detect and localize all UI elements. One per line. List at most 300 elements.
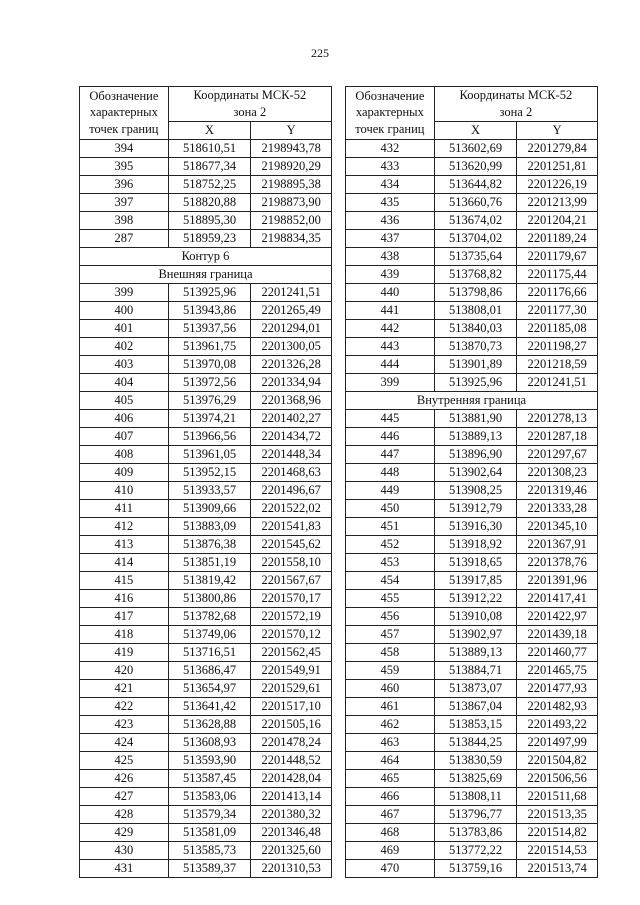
point-number-cell: 451 (346, 517, 435, 535)
point-number-cell: 434 (346, 175, 435, 193)
point-number-cell: 459 (346, 661, 435, 679)
x-coordinate-cell: 513974,21 (168, 409, 251, 427)
table-row (346, 409, 598, 427)
x-coordinate-cell: 513933,57 (168, 481, 251, 499)
y-coordinate-cell: 2201241,51 (517, 373, 598, 391)
y-coordinate-cell: 2201439,18 (517, 625, 598, 643)
x-coordinate-cell: 513902,64 (434, 463, 517, 481)
x-coordinate-cell: 513620,99 (434, 157, 517, 175)
x-coordinate-cell: 513749,06 (168, 625, 251, 643)
table-row (346, 571, 598, 589)
point-number-cell: 449 (346, 481, 435, 499)
table-row (346, 193, 598, 211)
y-coordinate-cell: 2201177,30 (517, 301, 598, 319)
x-column-header: X (168, 121, 251, 139)
table-row (346, 283, 598, 301)
table-row (346, 175, 598, 193)
designation-header-line-1: Обозначение (355, 88, 425, 103)
point-number-cell: 400 (80, 301, 169, 319)
y-coordinate-cell: 2201529,61 (251, 679, 332, 697)
y-coordinate-cell: 2201368,96 (251, 391, 332, 409)
table-body (80, 139, 332, 877)
x-coordinate-cell: 513912,79 (434, 499, 517, 517)
coordinates-header (434, 87, 597, 122)
point-number-cell: 394 (80, 139, 169, 157)
table-row (80, 697, 332, 715)
y-coordinate-cell: 2201570,17 (251, 589, 332, 607)
point-number-cell: 425 (80, 751, 169, 769)
y-coordinate-cell: 2201380,32 (251, 805, 332, 823)
table-row (80, 733, 332, 751)
coordinates-header (168, 87, 331, 122)
table-row (346, 553, 598, 571)
y-coordinate-cell: 2201517,10 (251, 697, 332, 715)
x-coordinate-cell: 513782,68 (168, 607, 251, 625)
y-column-header: Y (251, 121, 332, 139)
x-coordinate-cell: 513654,97 (168, 679, 251, 697)
point-number-cell: 436 (346, 211, 435, 229)
point-number-cell: 442 (346, 319, 435, 337)
y-coordinate-cell: 2201428,04 (251, 769, 332, 787)
x-coordinate-cell: 513881,90 (434, 409, 517, 427)
table-row (80, 373, 332, 391)
y-coordinate-cell: 2201514,82 (517, 823, 598, 841)
section-title: Внешняя граница (80, 265, 332, 283)
x-coordinate-cell: 513966,56 (168, 427, 251, 445)
x-coordinate-cell: 513916,30 (434, 517, 517, 535)
y-coordinate-cell: 2201478,24 (251, 733, 332, 751)
y-coordinate-cell: 2201325,60 (251, 841, 332, 859)
point-number-cell: 419 (80, 643, 169, 661)
x-coordinate-cell: 513908,25 (434, 481, 517, 499)
table-row (346, 697, 598, 715)
point-number-cell: 437 (346, 229, 435, 247)
point-number-cell: 448 (346, 463, 435, 481)
table-row (346, 535, 598, 553)
y-coordinate-cell: 2201367,91 (517, 535, 598, 553)
y-coordinate-cell: 2201514,53 (517, 841, 598, 859)
x-coordinate-cell: 513961,05 (168, 445, 251, 463)
table-row (80, 823, 332, 841)
y-coordinate-cell: 2201506,56 (517, 769, 598, 787)
table-row (346, 337, 598, 355)
y-coordinate-cell: 2201346,48 (251, 823, 332, 841)
x-coordinate-cell: 513961,75 (168, 337, 251, 355)
table-row (346, 625, 598, 643)
x-coordinate-cell: 513819,42 (168, 571, 251, 589)
y-coordinate-cell: 2201434,72 (251, 427, 332, 445)
table-row (346, 373, 598, 391)
point-number-cell: 461 (346, 697, 435, 715)
x-coordinate-cell: 513976,29 (168, 391, 251, 409)
point-number-cell: 429 (80, 823, 169, 841)
x-coordinate-cell: 513970,08 (168, 355, 251, 373)
table-row (346, 427, 598, 445)
x-coordinate-cell: 513830,59 (434, 751, 517, 769)
table-row (80, 319, 332, 337)
table-row (80, 679, 332, 697)
point-number-cell: 453 (346, 553, 435, 571)
y-coordinate-cell: 2201294,01 (251, 319, 332, 337)
point-number-cell: 454 (346, 571, 435, 589)
y-coordinate-cell: 2198895,38 (251, 175, 332, 193)
y-coordinate-cell: 2201477,93 (517, 679, 598, 697)
table-row (80, 355, 332, 373)
y-coordinate-cell: 2201198,27 (517, 337, 598, 355)
x-coordinate-cell: 513884,71 (434, 661, 517, 679)
table-row (80, 139, 332, 157)
point-number-cell: 399 (346, 373, 435, 391)
x-coordinate-cell: 513943,86 (168, 301, 251, 319)
table-row (80, 589, 332, 607)
coordinates-header-line-2: зона 2 (499, 104, 533, 119)
y-coordinate-cell: 2201326,28 (251, 355, 332, 373)
point-number-cell: 462 (346, 715, 435, 733)
y-coordinate-cell: 2201541,83 (251, 517, 332, 535)
y-column-header: Y (517, 121, 598, 139)
point-number-cell: 417 (80, 607, 169, 625)
table-row (346, 355, 598, 373)
x-coordinate-cell: 513808,01 (434, 301, 517, 319)
point-number-cell: 457 (346, 625, 435, 643)
table-row (346, 445, 598, 463)
y-coordinate-cell: 2201549,91 (251, 661, 332, 679)
table-row (80, 391, 332, 409)
point-number-cell: 410 (80, 481, 169, 499)
x-coordinate-cell: 513883,09 (168, 517, 251, 535)
table-row (346, 481, 598, 499)
table-row (80, 517, 332, 535)
point-number-cell: 446 (346, 427, 435, 445)
x-coordinate-cell: 513686,47 (168, 661, 251, 679)
table-row (80, 427, 332, 445)
y-coordinate-cell: 2201213,99 (517, 193, 598, 211)
table-row (346, 247, 598, 265)
y-coordinate-cell: 2198943,78 (251, 139, 332, 157)
x-coordinate-cell: 518895,30 (168, 211, 251, 229)
table-row (346, 769, 598, 787)
table-row (346, 319, 598, 337)
x-coordinate-cell: 513589,37 (168, 859, 251, 877)
x-coordinate-cell: 518610,51 (168, 139, 251, 157)
designation-header-line-2: характерных (89, 105, 158, 120)
y-coordinate-cell: 2201513,35 (517, 805, 598, 823)
y-coordinate-cell: 2201417,41 (517, 589, 598, 607)
table-row (346, 157, 598, 175)
x-coordinate-cell: 513840,03 (434, 319, 517, 337)
x-coordinate-cell: 513796,77 (434, 805, 517, 823)
y-coordinate-cell: 2201287,18 (517, 427, 598, 445)
table-row (80, 751, 332, 769)
point-number-cell: 395 (80, 157, 169, 175)
x-coordinate-cell: 513873,07 (434, 679, 517, 697)
table-row (346, 265, 598, 283)
point-number-cell: 428 (80, 805, 169, 823)
x-coordinate-cell: 513844,25 (434, 733, 517, 751)
x-coordinate-cell: 513716,51 (168, 643, 251, 661)
y-coordinate-cell: 2201279,84 (517, 139, 598, 157)
point-number-cell: 402 (80, 337, 169, 355)
y-coordinate-cell: 2201333,28 (517, 499, 598, 517)
x-coordinate-cell: 513579,34 (168, 805, 251, 823)
point-number-cell: 411 (80, 499, 169, 517)
table-row (346, 679, 598, 697)
point-number-cell: 435 (346, 193, 435, 211)
table-row (346, 787, 598, 805)
x-coordinate-cell: 513800,86 (168, 589, 251, 607)
y-coordinate-cell: 2201545,62 (251, 535, 332, 553)
y-coordinate-cell: 2201562,45 (251, 643, 332, 661)
x-coordinate-cell: 513889,13 (434, 643, 517, 661)
section-title: Контур 6 (80, 247, 332, 265)
point-number-cell: 398 (80, 211, 169, 229)
table-row (80, 301, 332, 319)
x-coordinate-cell: 513783,86 (434, 823, 517, 841)
table-row (346, 607, 598, 625)
point-number-cell: 456 (346, 607, 435, 625)
point-number-cell: 414 (80, 553, 169, 571)
point-number-cell: 424 (80, 733, 169, 751)
point-number-cell: 455 (346, 589, 435, 607)
point-number-cell: 466 (346, 787, 435, 805)
point-number-cell: 416 (80, 589, 169, 607)
y-coordinate-cell: 2201497,99 (517, 733, 598, 751)
point-number-cell: 399 (80, 283, 169, 301)
point-number-cell: 413 (80, 535, 169, 553)
table-row (80, 463, 332, 481)
x-coordinate-cell: 513585,73 (168, 841, 251, 859)
designation-header-line-1: Обозначение (89, 88, 159, 103)
y-coordinate-cell: 2201460,77 (517, 643, 598, 661)
table-row (346, 211, 598, 229)
y-coordinate-cell: 2201300,05 (251, 337, 332, 355)
designation-header (80, 87, 169, 140)
point-number-cell: 412 (80, 517, 169, 535)
x-coordinate-cell: 513674,02 (434, 211, 517, 229)
y-coordinate-cell: 2201175,44 (517, 265, 598, 283)
x-coordinate-cell: 518820,88 (168, 193, 251, 211)
table-row (346, 589, 598, 607)
y-coordinate-cell: 2201226,19 (517, 175, 598, 193)
point-number-cell: 470 (346, 859, 435, 877)
x-coordinate-cell: 513870,73 (434, 337, 517, 355)
point-number-cell: 452 (346, 535, 435, 553)
x-coordinate-cell: 513825,69 (434, 769, 517, 787)
point-number-cell: 438 (346, 247, 435, 265)
table-row (346, 463, 598, 481)
point-number-cell: 444 (346, 355, 435, 373)
table-row (346, 499, 598, 517)
x-coordinate-cell: 513917,85 (434, 571, 517, 589)
y-coordinate-cell: 2201241,51 (251, 283, 332, 301)
table-row (80, 535, 332, 553)
point-number-cell: 408 (80, 445, 169, 463)
y-coordinate-cell: 2201558,10 (251, 553, 332, 571)
table-row (80, 607, 332, 625)
table-body (346, 139, 598, 877)
y-coordinate-cell: 2201505,16 (251, 715, 332, 733)
point-number-cell: 469 (346, 841, 435, 859)
x-coordinate-cell: 513704,02 (434, 229, 517, 247)
x-coordinate-cell: 513602,69 (434, 139, 517, 157)
section-title: Внутренняя граница (346, 391, 598, 409)
table-row (346, 751, 598, 769)
x-coordinate-cell: 513952,15 (168, 463, 251, 481)
point-number-cell: 464 (346, 751, 435, 769)
point-number-cell: 426 (80, 769, 169, 787)
point-number-cell: 468 (346, 823, 435, 841)
coordinates-table-left (79, 86, 332, 878)
y-coordinate-cell: 2198852,00 (251, 211, 332, 229)
point-number-cell: 427 (80, 787, 169, 805)
x-coordinate-cell: 513587,45 (168, 769, 251, 787)
point-number-cell: 403 (80, 355, 169, 373)
x-coordinate-cell: 513918,65 (434, 553, 517, 571)
y-coordinate-cell: 2201422,97 (517, 607, 598, 625)
table-row (346, 661, 598, 679)
x-coordinate-cell: 513918,92 (434, 535, 517, 553)
y-coordinate-cell: 2201572,19 (251, 607, 332, 625)
table-row (80, 553, 332, 571)
coordinates-header-line-2: зона 2 (233, 104, 267, 119)
x-coordinate-cell: 513909,66 (168, 499, 251, 517)
x-coordinate-cell: 513808,11 (434, 787, 517, 805)
y-coordinate-cell: 2201570,12 (251, 625, 332, 643)
point-number-cell: 407 (80, 427, 169, 445)
y-coordinate-cell: 2201334,94 (251, 373, 332, 391)
y-coordinate-cell: 2201218,59 (517, 355, 598, 373)
x-coordinate-cell: 513867,04 (434, 697, 517, 715)
table-row (346, 859, 598, 877)
table-row (80, 787, 332, 805)
table-row (346, 733, 598, 751)
y-coordinate-cell: 2201189,24 (517, 229, 598, 247)
x-coordinate-cell: 513972,56 (168, 373, 251, 391)
x-coordinate-cell: 518959,23 (168, 229, 251, 247)
table-row (80, 175, 332, 193)
table-row (80, 715, 332, 733)
table-row (80, 337, 332, 355)
x-coordinate-cell: 513910,08 (434, 607, 517, 625)
point-number-cell: 406 (80, 409, 169, 427)
x-coordinate-cell: 513902,97 (434, 625, 517, 643)
point-number-cell: 397 (80, 193, 169, 211)
x-coordinate-cell: 513735,64 (434, 247, 517, 265)
x-coordinate-cell: 513925,96 (168, 283, 251, 301)
x-coordinate-cell: 513853,15 (434, 715, 517, 733)
y-coordinate-cell: 2201204,21 (517, 211, 598, 229)
x-coordinate-cell: 513889,13 (434, 427, 517, 445)
table-row (80, 805, 332, 823)
table-row (80, 625, 332, 643)
y-coordinate-cell: 2201345,10 (517, 517, 598, 535)
x-coordinate-cell: 513896,90 (434, 445, 517, 463)
coordinates-table-right (345, 86, 598, 878)
designation-header-line-2: характерных (355, 105, 424, 120)
table-row (80, 769, 332, 787)
y-coordinate-cell: 2201448,52 (251, 751, 332, 769)
x-coordinate-cell: 513798,86 (434, 283, 517, 301)
table-row (80, 157, 332, 175)
table-header-row (80, 87, 332, 122)
x-coordinate-cell: 513876,38 (168, 535, 251, 553)
point-number-cell: 420 (80, 661, 169, 679)
point-number-cell: 287 (80, 229, 169, 247)
y-coordinate-cell: 2201465,75 (517, 661, 598, 679)
x-coordinate-cell: 513628,88 (168, 715, 251, 733)
y-coordinate-cell: 2198873,90 (251, 193, 332, 211)
y-coordinate-cell: 2201522,02 (251, 499, 332, 517)
table-row (80, 193, 332, 211)
y-coordinate-cell: 2201297,67 (517, 445, 598, 463)
y-coordinate-cell: 2201413,14 (251, 787, 332, 805)
designation-header (346, 87, 435, 140)
y-coordinate-cell: 2201513,74 (517, 859, 598, 877)
point-number-cell: 422 (80, 697, 169, 715)
x-coordinate-cell: 513772,22 (434, 841, 517, 859)
table-row (346, 229, 598, 247)
point-number-cell: 465 (346, 769, 435, 787)
x-column-header: X (434, 121, 517, 139)
x-coordinate-cell: 513912,22 (434, 589, 517, 607)
table-row (80, 229, 332, 247)
point-number-cell: 401 (80, 319, 169, 337)
x-coordinate-cell: 513641,42 (168, 697, 251, 715)
x-coordinate-cell: 513768,82 (434, 265, 517, 283)
point-number-cell: 439 (346, 265, 435, 283)
table-row (80, 643, 332, 661)
point-number-cell: 405 (80, 391, 169, 409)
table-row (80, 445, 332, 463)
table-row (346, 841, 598, 859)
x-coordinate-cell: 513583,06 (168, 787, 251, 805)
page-number: 225 (311, 46, 329, 60)
y-coordinate-cell: 2201378,76 (517, 553, 598, 571)
x-coordinate-cell: 513901,89 (434, 355, 517, 373)
y-coordinate-cell: 2201504,82 (517, 751, 598, 769)
y-coordinate-cell: 2201402,27 (251, 409, 332, 427)
table-row (80, 481, 332, 499)
x-coordinate-cell: 513644,82 (434, 175, 517, 193)
table-row (80, 859, 332, 877)
y-coordinate-cell: 2201468,63 (251, 463, 332, 481)
y-coordinate-cell: 2201448,34 (251, 445, 332, 463)
x-coordinate-cell: 513937,56 (168, 319, 251, 337)
table-row (80, 211, 332, 229)
table-row (346, 301, 598, 319)
y-coordinate-cell: 2201278,13 (517, 409, 598, 427)
y-coordinate-cell: 2201496,67 (251, 481, 332, 499)
table-header-row (346, 87, 598, 122)
designation-header-line-3: точек границ (355, 122, 425, 137)
x-coordinate-cell: 513759,16 (434, 859, 517, 877)
designation-header-line-3: точек границ (89, 122, 159, 137)
y-coordinate-cell: 2201391,96 (517, 571, 598, 589)
table-row (80, 661, 332, 679)
section-row (80, 247, 332, 265)
y-coordinate-cell: 2201185,08 (517, 319, 598, 337)
point-number-cell: 440 (346, 283, 435, 301)
x-coordinate-cell: 513608,93 (168, 733, 251, 751)
x-coordinate-cell: 513851,19 (168, 553, 251, 571)
point-number-cell: 409 (80, 463, 169, 481)
table-row (346, 805, 598, 823)
table-row (346, 643, 598, 661)
point-number-cell: 445 (346, 409, 435, 427)
y-coordinate-cell: 2201493,22 (517, 715, 598, 733)
point-number-cell: 421 (80, 679, 169, 697)
point-number-cell: 404 (80, 373, 169, 391)
